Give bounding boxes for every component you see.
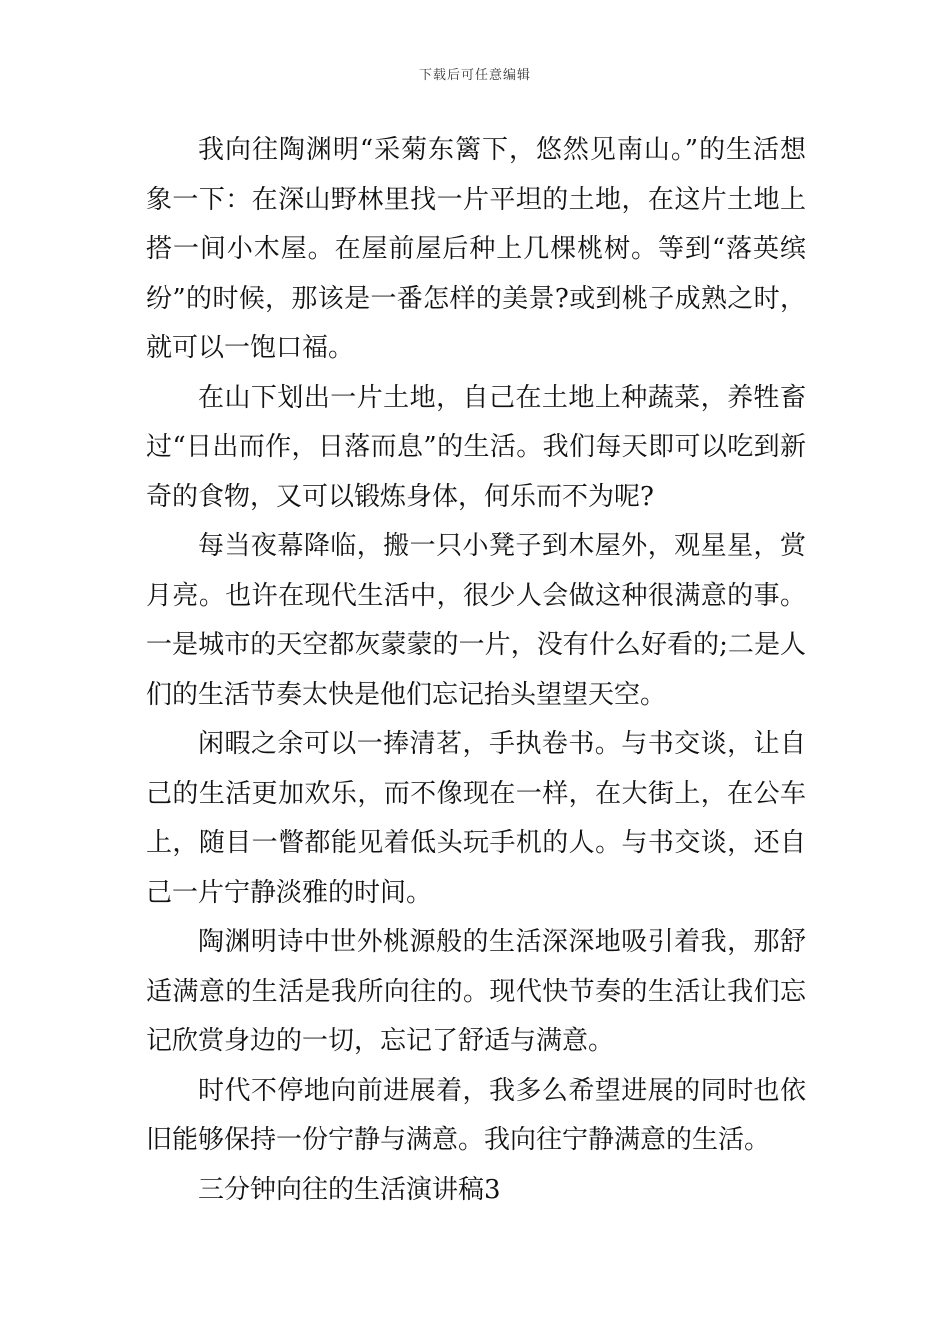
document-body: [146, 126, 806, 1215]
paragraph-3: 每当夜幕降临，搬一只小凳子到木屋外，观星星，赏月亮。也许在现代生活中，很少人会做这种很满意的事。一是城市的天空都灰蒙蒙的一片，没有什么好看的;二是人们的生活节奏太快是他们忘记抬头望望天空。: [146, 531, 806, 710]
page-header: 下载后可任意编辑: [418, 68, 531, 83]
paragraph-4: 闲暇之余可以一捧清茗，手执卷书。与书交谈，让自己的生活更加欢乐，而不像现在一样，在大街上，在公车上，随目一瞥都能见着低头玩手机的人。与书交谈，还自己一片宁静淡雅的时间。: [146, 729, 806, 908]
paragraph-1: 我向往陶渊明“采菊东篱下，悠然见南山。”的生活想象一下：在深山野林里找一片平坦的土地，在这片土地上搭一间小木屋。在屋前屋后种上几棵桃树。等到“落英缤纷”的时候，那该是一番怎样的美景?或到桃子成熟之时，就可以一饱口福。: [146, 135, 806, 363]
paragraph-6: 时代不停地向前进展着，我多么希望进展的同时也依旧能够保持一份宁静与满意。我向往宁静满意的生活。: [146, 1075, 806, 1155]
section-title: 三分钟向往的生活演讲稿3: [198, 1174, 501, 1205]
paragraph-2: 在山下划出一片土地，自己在土地上种蔬菜，养牲畜过“日出而作，日落而息”的生活。我们每天即可以吃到新奇的食物，又可以锻炼身体，何乐而不为呢?: [146, 382, 806, 512]
paragraph-5: 陶渊明诗中世外桃源般的生活深深地吸引着我，那舒适满意的生活是我所向往的。现代快节奏的生活让我们忘记欣赏身边的一切，忘记了舒适与满意。: [146, 927, 806, 1056]
